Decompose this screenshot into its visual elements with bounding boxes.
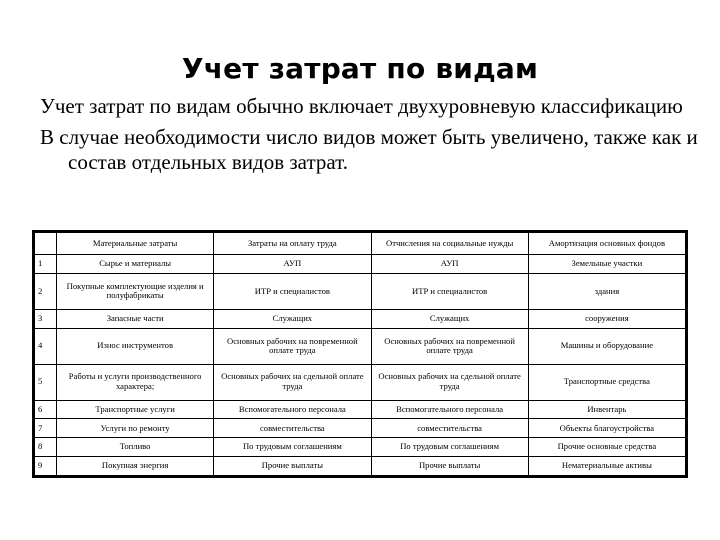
table-cell: ИТР и специалистов (371, 273, 528, 309)
header-cell (35, 233, 57, 255)
bullet-item: В случае необходимости число видов может быть увеличено, также как и состав отдельных видов затрат. (40, 125, 698, 174)
table-cell: ИТР и специалистов (214, 273, 371, 309)
table-cell: сооружения (528, 309, 685, 328)
table-row (35, 255, 686, 274)
header-cell: Материальные затраты (57, 233, 214, 255)
table-cell: Вспомогательного персонала (214, 400, 371, 419)
table-cell: Работы и услуги производственного характера; (57, 364, 214, 400)
header-cell: Отчисления на социальные нужды (371, 233, 528, 255)
table-cell: Запасные части (57, 309, 214, 328)
table-cell: Нематериальные активы (528, 457, 685, 476)
table-cell: По трудовым соглашениям (371, 438, 528, 457)
table-cell: Транспортные средства (528, 364, 685, 400)
row-number: 4 (35, 328, 57, 364)
table-cell: Машины и оборудование (528, 328, 685, 364)
cost-types-table (32, 230, 688, 478)
row-number: 8 (35, 438, 57, 457)
table-cell: Служащих (214, 309, 371, 328)
table-row (35, 273, 686, 309)
table-cell: АУП (214, 255, 371, 274)
table-row (35, 364, 686, 400)
table-cell: Основных рабочих на сдельной оплате труда (371, 364, 528, 400)
slide-title: Учет затрат по видам (181, 52, 539, 85)
table-row (35, 457, 686, 476)
table-cell: Основных рабочих на повременной оплате труда (214, 328, 371, 364)
table-cell: совместительства (371, 419, 528, 438)
table-cell: Прочие основные средства (528, 438, 685, 457)
row-number: 7 (35, 419, 57, 438)
bullet-list (40, 94, 710, 181)
row-number: 6 (35, 400, 57, 419)
table-cell: Износ инструментов (57, 328, 214, 364)
table-cell: Основных рабочих на сдельной оплате труда (214, 364, 371, 400)
table-row (35, 309, 686, 328)
table-cell: По трудовым соглашениям (214, 438, 371, 457)
table-cell: Инвентарь (528, 400, 685, 419)
row-number: 5 (35, 364, 57, 400)
table-row (35, 328, 686, 364)
row-number: 9 (35, 457, 57, 476)
table-cell: совместительства (214, 419, 371, 438)
table-cell: Служащих (371, 309, 528, 328)
table-cell: Транспортные услуги (57, 400, 214, 419)
table-cell: здания (528, 273, 685, 309)
table-cell: Вспомогательного персонала (371, 400, 528, 419)
table-cell: Топливо (57, 438, 214, 457)
table-cell: Покупная энергия (57, 457, 214, 476)
table-cell: Основных рабочих на повременной оплате труда (371, 328, 528, 364)
row-number: 3 (35, 309, 57, 328)
table-header-row (35, 233, 686, 255)
table-cell: Сырье и материалы (57, 255, 214, 274)
table-row (35, 438, 686, 457)
row-number: 1 (35, 255, 57, 274)
table-cell: Покупные комплектующие изделия и полуфабрикаты (57, 273, 214, 309)
bullet-item: Учет затрат по видам обычно включает двухуровневую классификацию (40, 94, 683, 118)
table-row (35, 400, 686, 419)
header-cell: Затраты на оплату труда (214, 233, 371, 255)
row-number: 2 (35, 273, 57, 309)
header-cell: Амортизация основных фондов (528, 233, 685, 255)
table-cell: Прочие выплаты (371, 457, 528, 476)
table-row (35, 419, 686, 438)
table-cell: Объекты благоустройства (528, 419, 685, 438)
table-cell: Прочие выплаты (214, 457, 371, 476)
table-cell: Земельные участки (528, 255, 685, 274)
table-cell: Услуги по ремонту (57, 419, 214, 438)
table-cell: АУП (371, 255, 528, 274)
